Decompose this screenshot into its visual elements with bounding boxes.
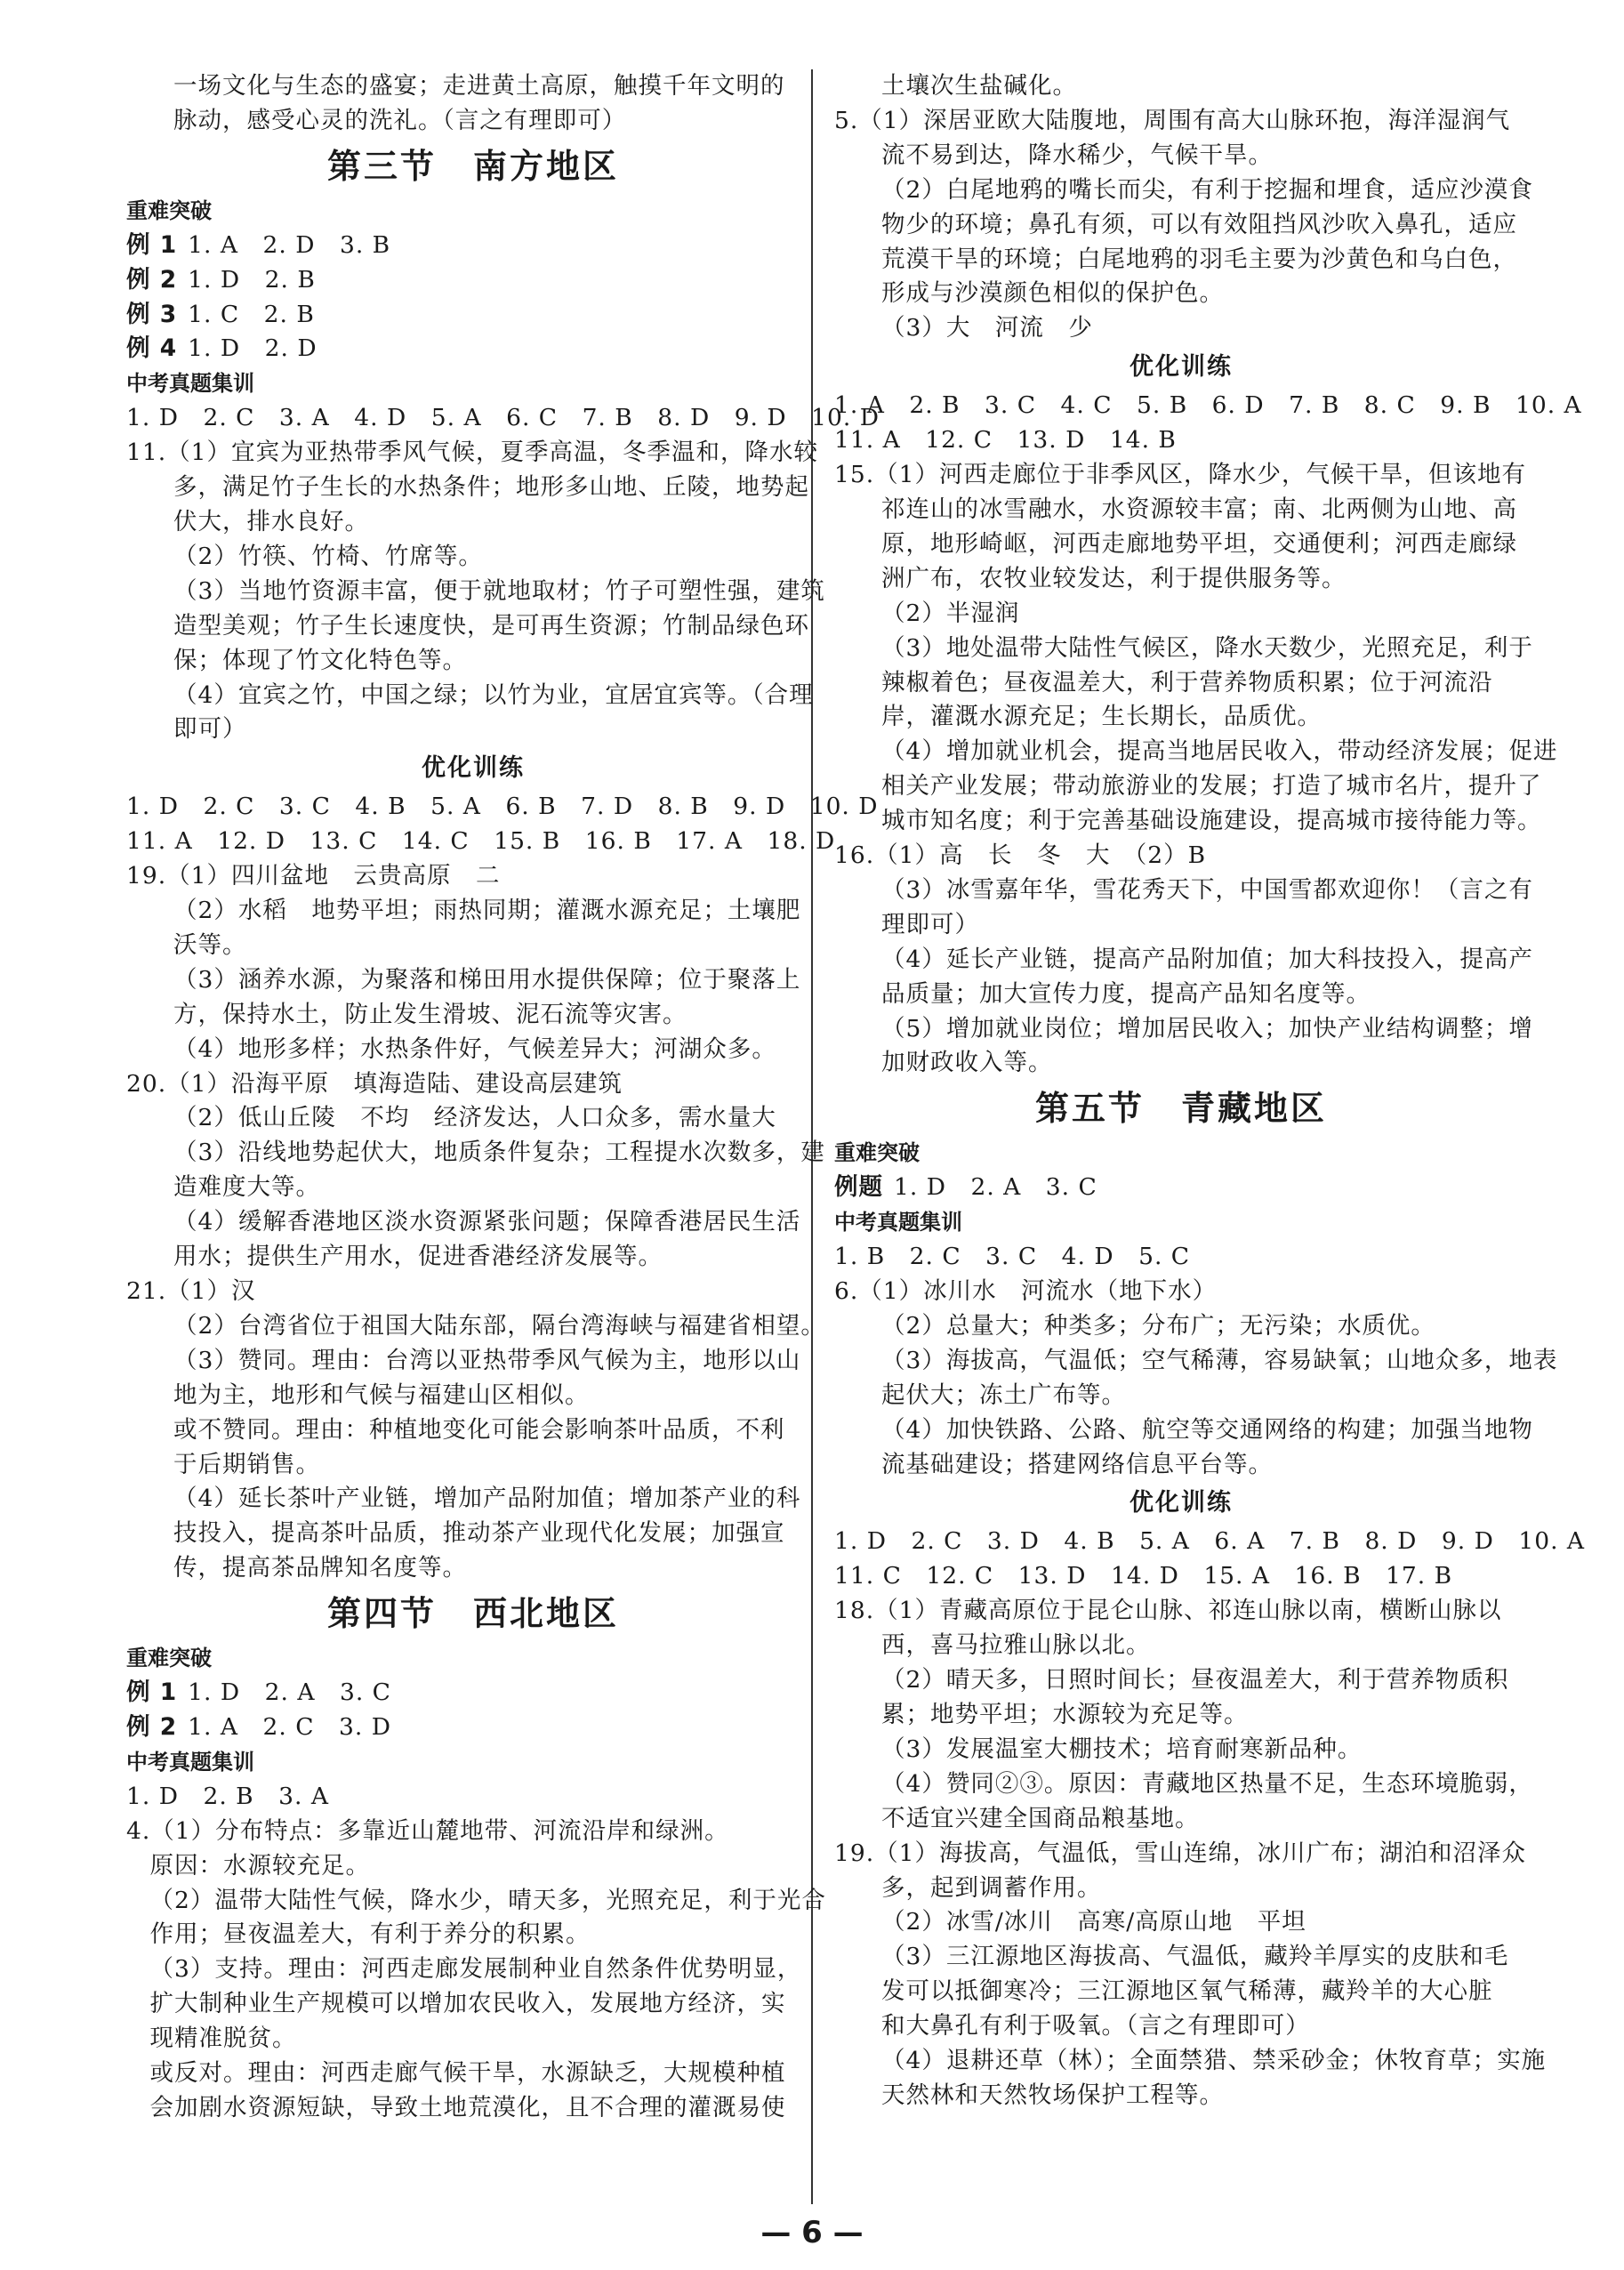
- mc-answers: 1. B 2. C 3. C 4. D 5. C: [834, 1243, 1191, 1271]
- subtitle-optimization: 优化训练: [422, 754, 525, 783]
- example-row: 例题 1. D 2. A 3. C: [834, 1173, 1097, 1202]
- text-line: 或反对。理由：河西走廊气候干旱，水源缺乏，大规模种植: [149, 2059, 786, 2088]
- section-title-northwest: 第四节 西北地区: [326, 1594, 619, 1634]
- text-line: （3）地处温带大陆性气候区，降水天数少，光照充足，利于: [881, 633, 1533, 662]
- question-19-qingzang: [834, 1837, 1547, 2113]
- question-21: [126, 1275, 825, 1586]
- text-line: （4）赞同②③。原因：青藏地区热量不足，生态环境脆弱，: [881, 1769, 1533, 1798]
- text-line: 原，地形崎岖，河西走廊地势平坦，交通便利；河西走廊绿: [881, 529, 1517, 558]
- text-line: 洲广布，农牧业较发达，利于提供服务等。: [881, 564, 1347, 592]
- example-row: 例 3 1. C 2. B: [126, 300, 315, 328]
- example-row: 例 2 1. A 2. C 3. D: [126, 1712, 391, 1741]
- text-line: （4）延长产业链，提高产品附加值；加大科技投入，提高产: [881, 945, 1533, 973]
- text-line: 用水；提供生产用水，促进香港经济发展等。: [173, 1243, 663, 1271]
- text-line: （4）缓解香港地区淡水资源紧张问题；保障香港居民生活: [173, 1208, 801, 1236]
- text-line: （3）三江源地区海拔高、气温低，藏羚羊厚实的皮肤和毛: [881, 1943, 1509, 1971]
- text-line: 祁连山的冰雪融水，水资源较丰富；南、北两侧为山地、高: [881, 495, 1517, 523]
- text-line: （4）延长茶叶产业链，增加产品附加值；增加茶产业的科: [173, 1485, 801, 1513]
- section-title-qingzang: 第五节 青藏地区: [1034, 1089, 1327, 1129]
- text-line: （3）沿线地势起伏大，地质条件复杂；工程提水次数多，建: [173, 1139, 825, 1167]
- text-line: 19.（1）四川盆地 云贵高原 二: [126, 862, 501, 890]
- mc-answers: 1. D 2. C 3. D 4. B 5. A 6. A 7. B 8. D 9. D 10. A: [834, 1527, 1586, 1556]
- continued-text: 土壤次生盐碱化。: [881, 72, 1077, 100]
- text-line: （2）温带大陆性气候，降水少，晴天多，光照充足，利于光合: [149, 1886, 826, 1914]
- text-line: 保；体现了竹文化特色等。: [173, 646, 467, 674]
- text-line: （2）低山丘陵 不均 经济发达，人口众多，需水量大: [173, 1104, 776, 1132]
- text-line: 脉动，感受心灵的洗礼。（言之有理即可）: [173, 106, 627, 134]
- text-line: （3）当地竹资源丰富，便于就地取材；竹子可塑性强，建筑: [173, 576, 825, 605]
- text-line: （2）晴天多，日照时间长；昼夜温差大，利于营养物质积: [881, 1666, 1509, 1694]
- text-line: （4）增加就业机会，提高当地居民收入，带动经济发展；促进: [881, 737, 1558, 766]
- text-line: （3）发展温室大棚技术；培育耐寒新品种。: [881, 1735, 1363, 1763]
- example-row: 例 4 1. D 2. D: [126, 334, 318, 363]
- question-11: [126, 436, 825, 747]
- left-column: [126, 69, 880, 2126]
- question-4: [126, 1815, 826, 2126]
- text-line: 4.（1）分布特点：多靠近山麓地带、河流沿岸和绿洲。: [126, 1816, 729, 1845]
- label-key-points: 重难突破: [126, 1646, 212, 1671]
- mc-answers: 11. A 12. C 13. D 14. B: [834, 426, 1177, 455]
- question-19: [126, 859, 820, 1067]
- label-exam-questions: 中考真题集训: [126, 1749, 254, 1775]
- example-row: 例 2 1. D 2. B: [126, 265, 316, 294]
- text-line: 6.（1）冰川水 河流水（地下水）: [834, 1277, 1218, 1305]
- mc-answers: 1. A 2. B 3. C 4. C 5. B 6. D 7. B 8. C 9. B 10. A: [834, 391, 1582, 420]
- text-line: 即可）: [173, 715, 247, 744]
- text-line: 于后期销售。: [173, 1450, 320, 1478]
- question-5: [834, 104, 1533, 346]
- text-line: （2）半湿润: [881, 599, 1020, 627]
- text-line: 和大鼻孔有利于吸氧。（言之有理即可）: [881, 2012, 1310, 2041]
- text-line: 理即可）: [881, 910, 979, 938]
- section-title-south: 第三节 南方地区: [326, 146, 619, 186]
- subtitle-optimization: 优化训练: [1130, 353, 1233, 382]
- text-line: （3）涵养水源，为聚落和梯田用水提供保障；位于聚落上: [173, 965, 801, 994]
- mc-answers: 1. D 2. B 3. A: [126, 1782, 329, 1810]
- text-line: 沃等。: [173, 930, 247, 959]
- question-20: [126, 1067, 825, 1275]
- text-line: 流不易到达，降水稀少，气候干旱。: [881, 141, 1273, 169]
- text-line: 作用；昼夜温差大，有利于养分的积累。: [149, 1920, 591, 1949]
- text-line: 多，满足竹子生长的水热条件；地形多山地、丘陵，地势起: [173, 473, 809, 502]
- text-line: 流基础建设；搭建网络信息平台等。: [881, 1450, 1273, 1478]
- text-line: （2）冰雪/冰川 高寒/高原山地 平坦: [881, 1908, 1306, 1936]
- label-exam-questions: 中考真题集训: [834, 1210, 962, 1236]
- text-line: 11.（1）宜宾为亚热带季风气候，夏季高温，冬季温和，降水较: [126, 439, 819, 467]
- text-line: （2）总量大；种类多；分布广；无污染；水质优。: [881, 1311, 1435, 1340]
- text-line: 相关产业发展；带动旅游业的发展；打造了城市名片，提升了: [881, 772, 1542, 801]
- text-line: 形成与沙漠颜色相似的保护色。: [881, 279, 1224, 308]
- example-row: 例 1 1. A 2. D 3. B: [126, 230, 391, 259]
- text-line: （3）海拔高，气温低；空气稀薄，容易缺氧；山地众多，地表: [881, 1346, 1558, 1374]
- text-line: 21.（1）汉: [126, 1277, 256, 1305]
- text-line: 物少的环境；鼻孔有须，可以有效阻挡风沙吹入鼻孔，适应: [881, 210, 1517, 238]
- text-line: 一场文化与生态的盛宴；走进黄土高原，触摸千年文明的: [173, 72, 785, 100]
- text-line: 5.（1）深居亚欧大陆腹地，周围有高大山脉环抱，海洋湿润气: [834, 106, 1511, 134]
- text-line: 15.（1）河西走廊位于非季风区，降水少，气候干旱，但该地有: [834, 461, 1527, 489]
- text-line: （3）支持。理由：河西走廊发展制种业自然条件优势明显，: [149, 1955, 802, 1984]
- text-line: 现精准脱贫。: [149, 2024, 297, 2053]
- text-line: 18.（1）青藏高原位于昆仑山脉、祁连山脉以南，横断山脉以: [834, 1597, 1502, 1625]
- text-line: 荒漠干旱的环境；白尾地鸦的羽毛主要为沙黄色和乌白色，: [881, 245, 1517, 273]
- text-line: 或不赞同。理由：种植地变化可能会影响茶叶品质，不利: [173, 1415, 785, 1444]
- question-18: [834, 1594, 1533, 1836]
- question-16: [834, 839, 1533, 1081]
- text-line: （4）宜宾之竹，中国之绿；以竹为业，宜居宜宾等。（合理: [173, 680, 814, 709]
- mc-answers: 11. A 12. D 13. C 14. C 15. B 16. B 17. A 18. D: [126, 827, 836, 856]
- text-line: 累；地势平坦；水源较为充足等。: [881, 1700, 1249, 1728]
- text-line: 会加剧水资源短缺，导致土地荒漠化，且不合理的灌溉易使: [149, 2093, 786, 2121]
- text-line: 16.（1）高 长 冬 大 （2）B: [834, 841, 1207, 870]
- example-row: 例 1 1. D 2. A 3. C: [126, 1678, 391, 1707]
- question-15: [834, 458, 1558, 839]
- text-line: 原因：水源较充足。: [149, 1851, 370, 1880]
- text-line: （2）台湾省位于祖国大陆东部，隔台湾海峡与福建省相望。: [173, 1311, 825, 1340]
- text-line: （2）水稻 地势平坦；雨热同期；灌溉水源充足；土壤肥: [173, 897, 801, 925]
- subtitle-optimization: 优化训练: [1130, 1489, 1233, 1517]
- text-line: 传，提高茶品牌知名度等。: [173, 1554, 467, 1582]
- question-6: [834, 1275, 1558, 1482]
- text-line: 天然林和天然牧场保护工程等。: [881, 2081, 1224, 2109]
- text-line: 造型美观；竹子生长速度快，是可再生资源；竹制品绿色环: [173, 611, 809, 640]
- text-line: （4）地形多样；水热条件好，气候差异大；河湖众多。: [173, 1034, 776, 1063]
- text-line: 多，起到调蓄作用。: [881, 1873, 1102, 1902]
- text-line: 方，保持水土，防止发生滑坡、泥石流等灾害。: [173, 1000, 687, 1028]
- text-line: （3）冰雪嘉年华，雪花秀天下，中国雪都欢迎你！（言之有: [881, 875, 1533, 904]
- text-line: 城市知名度；利于完善基础设施建设，提高城市接待能力等。: [881, 807, 1542, 835]
- text-line: 伏大，排水良好。: [173, 507, 369, 535]
- intro-text: [126, 69, 820, 139]
- text-line: 辣椒着色；昼夜温差大，利于营养物质积累；位于河流沿: [881, 668, 1493, 696]
- text-line: 不适宜兴建全国商品粮基地。: [881, 1804, 1200, 1832]
- label-key-points: 重难突破: [126, 197, 212, 223]
- text-line: （3）大 河流 少: [881, 314, 1093, 342]
- label-key-points: 重难突破: [834, 1140, 920, 1166]
- text-line: （2）白尾地鸦的嘴长而尖，有利于挖掘和埋食，适应沙漠食: [881, 175, 1533, 204]
- text-line: 造难度大等。: [173, 1173, 320, 1202]
- text-line: 技投入，提高茶叶品质，推动茶产业现代化发展；加强宣: [173, 1519, 785, 1548]
- mc-answers: 1. D 2. C 3. C 4. B 5. A 6. B 7. D 8. B 9. D 10. D: [126, 793, 879, 821]
- label-exam-questions: 中考真题集训: [126, 371, 254, 397]
- text-line: （4）退耕还草（林）；全面禁猎、禁采砂金；休牧育草；实施: [881, 2047, 1547, 2075]
- text-line: 扩大制种业生产规模可以增加农民收入，发展地方经济，实: [149, 1990, 786, 2018]
- text-line: （5）增加就业岗位；增加居民收入；加快产业结构调整；增: [881, 1014, 1533, 1042]
- text-line: 加财政收入等。: [881, 1049, 1053, 1077]
- text-line: 20.（1）沿海平原 填海造陆、建设高层建筑: [126, 1069, 623, 1098]
- text-line: （3）赞同。理由：台湾以亚热带季风气候为主，地形以山: [173, 1346, 801, 1374]
- page-number: — 6 —: [760, 2215, 864, 2250]
- text-line: （2）竹筷、竹椅、竹席等。: [173, 542, 483, 570]
- text-line: 19.（1）海拔高，气温低，雪山连绵，冰川广布；湖泊和沼泽众: [834, 1839, 1527, 1867]
- right-column: [834, 69, 1586, 2113]
- mc-answers: 11. C 12. C 13. D 14. D 15. A 16. B 17. B: [834, 1562, 1453, 1590]
- text-line: 地为主，地形和气候与福建山区相似。: [173, 1381, 590, 1409]
- text-line: （4）加快铁路、公路、航空等交通网络的构建；加强当地物: [881, 1415, 1533, 1444]
- mc-answers: 1. D 2. C 3. A 4. D 5. A 6. C 7. B 8. D 9. D 10. D: [126, 404, 880, 432]
- text-line: 发可以抵御寒冷；三江源地区氧气稀薄，藏羚羊的大心脏: [881, 1977, 1493, 2006]
- text-line: 起伏大；冻土广布等。: [881, 1381, 1126, 1409]
- text-line: 西，喜马拉雅山脉以北。: [881, 1631, 1151, 1660]
- text-line: 岸，灌溉水源充足；生长期长，品质优。: [881, 703, 1322, 731]
- text-line: 品质量；加大宣传力度，提高产品知名度等。: [881, 979, 1371, 1008]
